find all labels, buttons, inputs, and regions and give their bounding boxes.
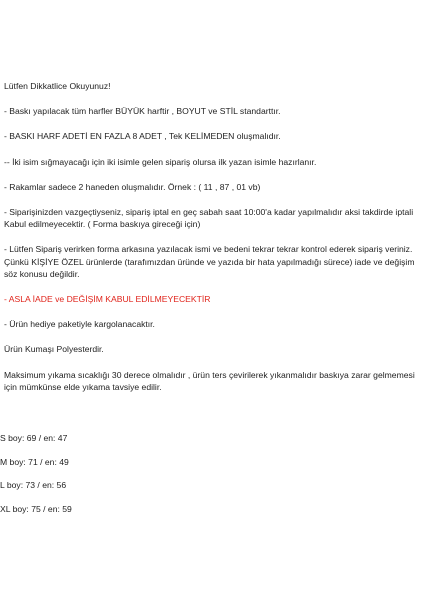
fabric-note: Ürün Kumaşı Polyesterdir. (4, 344, 104, 355)
rule-digits: - Rakamlar sadece 2 haneden oluşmalıdır. Örnek : ( 11 , 87 , 01 vb) (4, 181, 261, 192)
product-notes (4, 80, 418, 393)
no-return-warning: - ASLA İADE ve DEĞİŞİM KABUL EDİLMEYECEKTİR (4, 294, 211, 305)
notes-heading: Lütfen Dikkatlice Okuyunuz! (4, 81, 111, 91)
size-m: M boy: 71 / en: 49 (0, 456, 69, 467)
size-s: S boy: 69 / en: 47 (0, 433, 68, 443)
rule-uppercase: - Baskı yapılacak tüm harfler BÜYÜK harftir , BOYUT ve STİL standarttır. (4, 106, 281, 117)
cancel-note: - Siparişinizden vazgeçtiyseniz, sipariş iptal en geç sabah saat 10:00'a kadar yapılmalıdır aksi takdirde iptali Kabul edilmeyecektir. ( Forma baskıya gireceği için) (4, 207, 414, 230)
size-chart (0, 432, 72, 526)
check-note: - Lütfen Sipariş verirken forma arkasına yazılacak ismi ve bedeni tekrar tekrar kontrol ederek sipariş veriniz. Çünkü KİŞİYE ÖZEL ürünlerde (tarafımızdan üründe ve yazıda bir hata yapılmadığı sürece) iade ve değişim söz konusu değildir. (4, 244, 415, 279)
size-xl: XL boy: 75 / en: 59 (0, 503, 72, 514)
washing-note: Maksimum yıkama sıcaklığı 30 derece olmalıdır , ürün ters çevirilerek yıkanmalıdır baskıya zarar gelmemesi için mümkünse elde yıkama tavsiye edilir. (4, 369, 415, 392)
rule-two-names: -- İki isim sığmayacağı için iki isimle gelen sipariş olursa ilk yazan isimle hazırlanır. (4, 156, 317, 167)
size-l: L boy: 73 / en: 56 (0, 480, 67, 491)
gift-note: - Ürün hediye paketiyle kargolanacaktır. (4, 319, 155, 330)
rule-letter-count: - BASKI HARF ADETİ EN FAZLA 8 ADET , Tek KELİMEDEN oluşmalıdır. (4, 131, 281, 142)
